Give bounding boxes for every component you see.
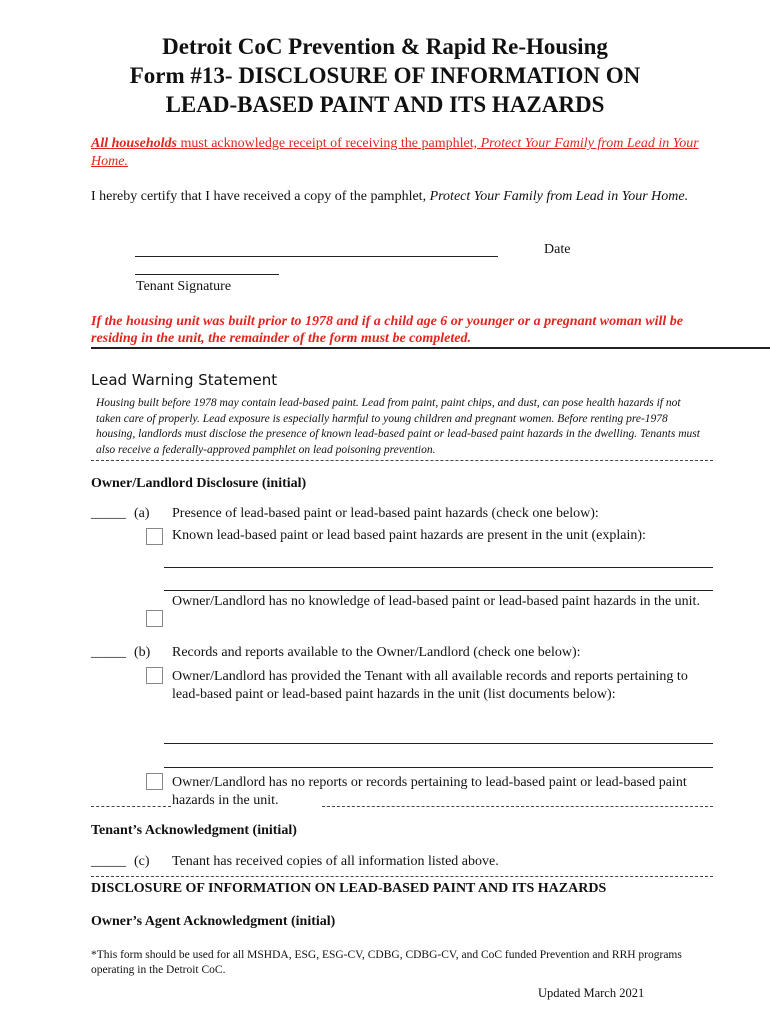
- tenant-signature-line[interactable]: [135, 256, 498, 257]
- documents-line-2[interactable]: [164, 767, 713, 768]
- date-line[interactable]: [135, 274, 279, 275]
- form-title: [0, 32, 770, 119]
- initial-a-field[interactable]: _____: [91, 506, 126, 521]
- initial-c-field[interactable]: _____: [91, 854, 126, 869]
- dashed-divider-left: [91, 806, 171, 807]
- notice-middle: must acknowledge receipt of receiving the pamphlet,: [176, 136, 481, 151]
- known-hazards-checkbox[interactable]: [146, 528, 163, 545]
- title-line-1: Detroit CoC Prevention & Rapid Re-Housing: [162, 34, 608, 59]
- item-a-label: (a): [134, 506, 150, 521]
- lead-warning-heading: Lead Warning Statement: [91, 371, 278, 389]
- explain-line-1[interactable]: [164, 567, 713, 568]
- certify-statement: [91, 188, 711, 206]
- item-c-text: Tenant has received copies of all information listed above.: [172, 854, 499, 869]
- date-label: Date: [544, 242, 571, 257]
- footnote: *This form should be used for all MSHDA, ESG, ESG-CV, CDBG, CDBG-CV, and CoC funded Prevention and RRH programs operating in the Detroit CoC.: [91, 949, 682, 976]
- item-b-text: Records and reports available to the Owner/Landlord (check one below):: [172, 645, 581, 660]
- no-knowledge-checkbox[interactable]: [146, 610, 163, 627]
- lead-warning-body: Housing built before 1978 may contain lead-based paint. Lead from paint, paint chips, and dust, can pose health hazards if not taken care of properly. Lead exposure is especially harmful to young children and pregnant women. Before renting pre-1978 housing, landlords must disclose the presence of known lead-based paint or lead-based paint hazards in the dwelling. Tenants must also receive a federally-approved pamphlet on lead poisoning prevention.: [96, 397, 700, 456]
- explain-line-2[interactable]: [164, 590, 713, 591]
- certify-italic: Protect Your Family from Lead in Your Home.: [429, 189, 689, 204]
- known-hazards-text: Known lead-based paint or lead based paint hazards are present in the unit (explain):: [172, 528, 646, 543]
- records-provided-checkbox[interactable]: [146, 667, 163, 684]
- title-line-3: LEAD-BASED PAINT AND ITS HAZARDS: [165, 92, 605, 117]
- notice-italic: Protect Your Family from Lead in Your Home.: [91, 136, 699, 169]
- documents-line-1[interactable]: [164, 743, 713, 744]
- initial-b-field[interactable]: _____: [91, 645, 126, 660]
- agent-ack-heading: Owner’s Agent Acknowledgment (initial): [91, 914, 336, 929]
- no-records-checkbox[interactable]: [146, 773, 163, 790]
- item-c-label: (c): [134, 854, 150, 869]
- notice-bold: All households: [91, 136, 177, 151]
- dashed-divider-2: [91, 876, 713, 877]
- title-line-2: Form #13- DISCLOSURE OF INFORMATION ON: [129, 63, 641, 88]
- tenant-signature-label: Tenant Signature: [136, 279, 232, 294]
- dashed-divider-right: [322, 806, 713, 807]
- dashed-divider: [91, 460, 713, 461]
- pre1978-warning: If the housing unit was built prior to 1978 and if a child age 6 or younger or a pregnant woman will be residing in the unit, the remainder of the form must be completed.: [91, 314, 683, 346]
- tenant-ack-heading: Tenant’s Acknowledgment (initial): [91, 823, 297, 838]
- section-divider: [91, 347, 770, 349]
- item-a-text: Presence of lead-based paint or lead-based paint hazards (check one below):: [172, 506, 599, 521]
- records-provided-text: Owner/Landlord has provided the Tenant with all available records and reports pertaining to lead-based paint or lead-based paint hazards in the unit (list documents below):: [172, 669, 688, 702]
- no-records-text: Owner/Landlord has no reports or records pertaining to lead-based paint or lead-based paint hazards in the unit.: [172, 775, 687, 808]
- certify-text: I hereby certify that I have received a copy of the pamphlet,: [91, 189, 430, 204]
- updated-date: Updated March 2021: [538, 986, 645, 1000]
- no-knowledge-text: Owner/Landlord has no knowledge of lead-based paint or lead-based paint hazards in the unit.: [172, 594, 700, 609]
- item-b-label: (b): [134, 645, 151, 660]
- disclosure-heading: DISCLOSURE OF INFORMATION ON LEAD-BASED PAINT AND ITS HAZARDS: [91, 881, 607, 896]
- owner-disclosure-heading: Owner/Landlord Disclosure (initial): [91, 476, 307, 491]
- pamphlet-notice: [91, 135, 711, 171]
